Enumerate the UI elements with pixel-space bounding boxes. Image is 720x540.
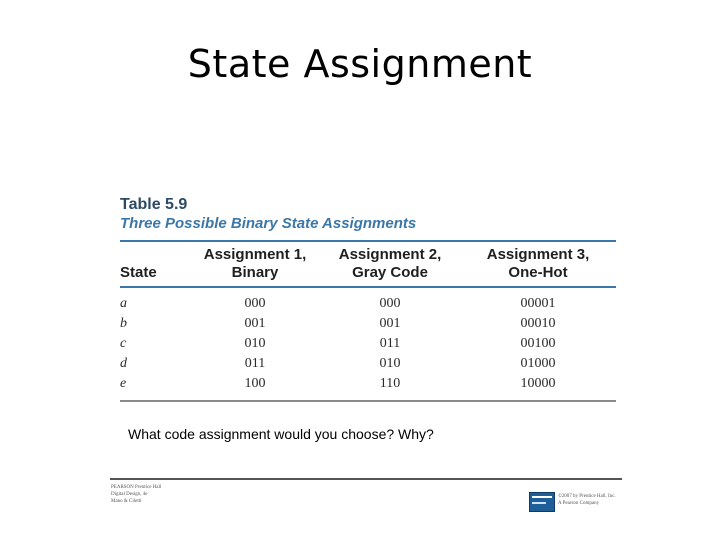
cell-gray: 001 [379,316,401,331]
cell-binary: 100 [244,376,266,391]
header-assignment-3-line1: Assignment 3, [486,246,590,263]
cell-binary: 011 [244,356,266,371]
header-assignment-3 [460,242,616,286]
cell-onehot: 00010 [520,316,556,331]
cell-onehot: 10000 [520,376,556,391]
table-figure [120,196,616,402]
cell-onehot: 01000 [520,356,556,371]
footer-citation-line1: PEARSON Prentice Hall [111,485,162,490]
header-assignment-2-line2: Gray Code [352,264,428,281]
cell-gray: 011 [379,336,401,351]
header-assignment-2 [320,242,460,286]
footer-copyright-line1: ©2007 by Prentice Hall, Inc. [558,494,616,499]
publisher-logo-icon [529,492,555,512]
table-row [120,374,616,400]
footer-citation [111,484,161,505]
cell-state: b [120,316,127,331]
header-state: State [120,264,157,281]
cell-gray: 000 [379,296,401,311]
table-number: Table 5.9 [120,196,188,213]
state-assignment-table [120,242,616,400]
cell-state: e [120,376,127,391]
cell-onehot: 00001 [520,296,556,311]
cell-binary: 010 [244,336,266,351]
cell-binary: 001 [244,316,266,331]
footer-copyright-line2: A Pearson Company [558,501,600,506]
footer-citation-line2: Digital Design, 4e [111,492,148,497]
cell-state: a [120,296,127,311]
footer-copyright [558,493,616,507]
header-assignment-1-line2: Binary [231,264,279,281]
cell-state: d [120,356,127,371]
table-row [120,314,616,334]
header-assignment-1-line1: Assignment 1, [203,246,307,263]
table-header-row [120,242,616,286]
table-bottom-rule [120,400,616,402]
footer-rule [110,478,622,480]
cell-gray: 110 [379,376,401,391]
header-assignment-3-line2: One-Hot [508,264,568,281]
table-caption: Three Possible Binary State Assignments [120,215,417,232]
cell-onehot: 00100 [520,336,556,351]
table-row [120,334,616,354]
table-row [120,354,616,374]
table-row [120,288,616,314]
cell-binary: 000 [244,296,266,311]
header-assignment-2-line1: Assignment 2, [338,246,442,263]
slide-title: State Assignment [187,42,533,86]
cell-state: c [120,336,127,351]
footer-citation-line3: Mano & Ciletti [111,499,142,504]
cell-gray: 010 [379,356,401,371]
header-assignment-1 [190,242,320,286]
question-text: What code assignment would you choose? Why? [128,426,434,442]
